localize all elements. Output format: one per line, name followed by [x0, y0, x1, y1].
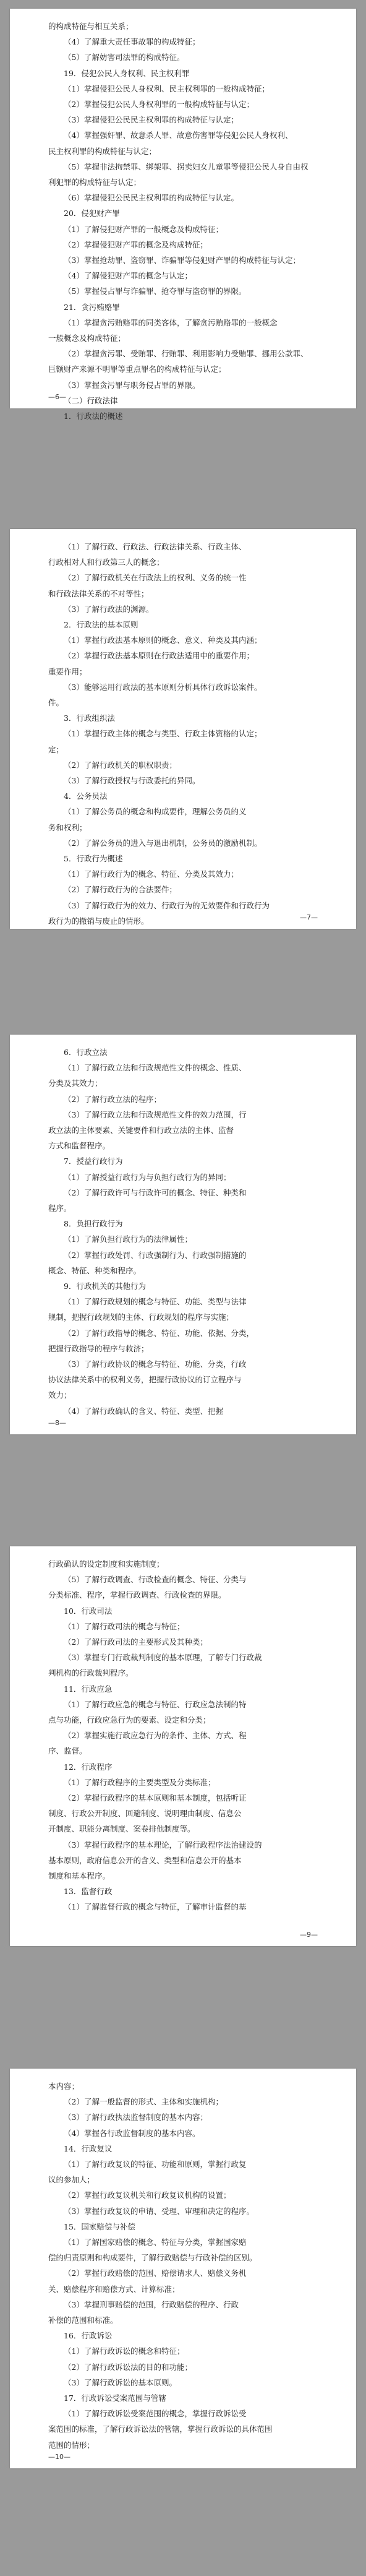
text-line: 协议法律关系中的权利义务，把握行政协议的订立程序与 — [48, 1375, 242, 1385]
text-line: （3）掌握抢劫罪、盗窃罪、诈骗罪等侵犯财产罪的构成特征与认定； — [64, 256, 300, 265]
text-line: 偿的归责原则和构成要件，了解行政赔偿与行政补偿的区别。 — [48, 2253, 257, 2263]
text-line: （5）了解妨害司法罪的构成特征。 — [64, 53, 185, 62]
text-line: （3）掌握行政程序的基本理论，了解行政程序法治建设的 — [64, 1840, 262, 1850]
text-line: （3）了解行政协议的概念与特征、功能、分类，行政 — [64, 1359, 247, 1369]
text-line: 本内容； — [48, 2082, 80, 2091]
text-line: （3）能够运用行政法的基本原则分析具体行政诉讼案件。 — [64, 682, 262, 692]
text-line: （3）了解行政立法和行政规范性文件的效力范围，行 — [64, 1109, 247, 1119]
text-line: （2）了解行政司法的主要形式及其种类； — [64, 1637, 208, 1647]
text-line: （2）掌握行政处罚、行政强制行为、行政强制措施的 — [64, 1250, 247, 1260]
page-number: —6— — [48, 393, 66, 401]
page-number: —7— — [300, 913, 318, 921]
document-page — [10, 2069, 356, 2468]
text-line: （2）掌握行政赔偿的范围、赔偿请求人、赔偿义务机 — [64, 2268, 247, 2278]
text-line: 规制，把握行政规划的主体、行政规划的程序与实施； — [48, 1312, 234, 1322]
text-line: （1）掌握贪污贿赂罪的同类客体，了解贪污贿赂罪的一般概念 — [64, 317, 278, 327]
text-line: （1）了解行政行为的概念、特征、分类及其效力； — [64, 869, 239, 879]
text-line: 11．行政应急 — [64, 1684, 113, 1694]
text-line: 一般概念及构成特征； — [48, 334, 126, 343]
text-line: （1）了解授益行政行为与负担行政行为的异同； — [64, 1172, 231, 1182]
text-line: （3）了解行政执法监督制度的基本内容； — [64, 2113, 208, 2122]
text-line: 13．监督行政 — [64, 1887, 113, 1897]
text-line: （1）了解行政诉讼的概念和特征； — [64, 2346, 185, 2356]
text-line: 序、监督。 — [48, 1746, 87, 1756]
text-line: （1）了解公务员的概念和构成要件，理解公务员的义 — [64, 807, 247, 817]
text-line: 民主权利罪的构成特征与认定； — [48, 146, 157, 156]
text-line: （2）了解行政机关的职权职责； — [64, 760, 177, 770]
text-line: （1）了解行政应急的概念与特征、行政应急法制的特 — [64, 1699, 247, 1709]
text-line: 概念、特征、种类和程序。 — [48, 1265, 142, 1275]
text-line: 把握行政指导的程序与救济； — [48, 1343, 149, 1353]
text-line: 17．行政诉讼受案范围与管辖 — [64, 2393, 166, 2403]
text-line: 的构成特征与相互关系； — [48, 22, 134, 31]
text-line: （2）掌握行政法基本原则在行政法适用中的重要作用； — [64, 651, 254, 661]
text-line: 开制度、职能分离制度、案卷排他制度等。 — [48, 1824, 195, 1834]
text-line: （2）掌握侵犯财产罪的概念及构成特征； — [64, 239, 208, 249]
text-line: 巨额财产来源不明罪等重点罪名的构成特征与认定； — [48, 364, 226, 374]
text-line: （1）掌握行政法基本原则的概念、意义、种类及其内涵； — [64, 635, 262, 645]
text-line: 程序。 — [48, 1204, 72, 1213]
text-line: （3）了解行政诉讼的基本原则。 — [64, 2377, 177, 2387]
text-line: （1）了解监督行政的概念与特征，了解审计监督的基 — [64, 1902, 247, 1912]
text-line: 5．行政行为概述 — [64, 854, 123, 864]
text-line: 制度和基本程序。 — [48, 1871, 111, 1881]
text-line: （4）了解行政确认的含义、特征、类型、把握 — [64, 1406, 223, 1416]
text-line: （4）掌握强奸罪、故意杀人罪、故意伤害罪等侵犯公民人身权利、 — [64, 131, 293, 140]
text-line: （3）了解行政授权与行政委托的异同。 — [64, 776, 200, 786]
text-line: （3）了解行政法的渊源。 — [64, 604, 154, 614]
text-line: 15．国家赔偿与补偿 — [64, 2221, 135, 2231]
text-line: （2）了解公务员的进入与退出机制，公务员的激励机制。 — [64, 838, 262, 848]
text-line: 14．行政复议 — [64, 2143, 113, 2153]
text-line: 9．行政机关的其他行为 — [64, 1282, 146, 1291]
text-line: 关、赔偿程序和赔偿方式、计算标准； — [48, 2284, 180, 2294]
text-line: （二）行政法律 — [64, 395, 118, 405]
text-line: （4）了解侵犯财产罪的概念与认定； — [64, 271, 192, 281]
text-line: 利犯罪的构成特征与认定； — [48, 178, 142, 187]
text-line: 4．公务员法 — [64, 791, 108, 801]
text-line: （2）了解行政立法的程序； — [64, 1094, 161, 1104]
text-line: （1）了解行政程序的主要类型及分类标准； — [64, 1777, 216, 1787]
text-line: 分类及其效力； — [48, 1079, 103, 1088]
text-line: （5）了解行政调查、行政检查的概念、特征、分类与 — [64, 1575, 247, 1585]
text-line: （1）了解国家赔偿的概念、特征与分类，掌握国家赔 — [64, 2238, 247, 2247]
text-line: 范围的情形； — [48, 2440, 95, 2450]
text-line: 补偿的范围和标准。 — [48, 2315, 118, 2325]
text-line: 政立法的主体要素、关键要件和行政立法的主体、监督 — [48, 1126, 234, 1135]
text-line: （2）掌握行政程序的基本原则和基本制度，包括听证 — [64, 1793, 247, 1803]
text-line: 6．行政立法 — [64, 1048, 108, 1057]
text-line: 7．授益行政行为 — [64, 1157, 123, 1166]
text-line: （3）掌握刑事赔偿的范围，行政赔偿的程序、行政 — [64, 2299, 239, 2309]
text-line: （2）了解行政机关在行政法上的权利、义务的统一性 — [64, 573, 247, 583]
text-line: 行政相对人和行政第三人的概念； — [48, 558, 164, 567]
text-line: （2）了解一般监督的形式、主体和实施机构； — [64, 2097, 223, 2107]
text-line: （2）掌握行政复议机关和行政复议机构的设置； — [64, 2190, 231, 2200]
text-line: （1）了解侵犯财产罪的一般概念及构成特征； — [64, 224, 223, 234]
text-line: 基本原则，政府信息公开的含义、类型和信息公开的基本 — [48, 1855, 242, 1865]
text-line: 和行政法律关系的不对等性； — [48, 588, 149, 598]
text-line: 件。 — [48, 698, 64, 708]
text-line: 政行为的撤销与废止的情形。 — [48, 916, 149, 926]
text-line: （1）了解行政立法和行政规范性文件的概念、性质、 — [64, 1063, 247, 1073]
text-line: 判机构的行政裁判程序。 — [48, 1668, 134, 1678]
text-line: 案范围的标准，了解行政诉讼法的管辖，掌握行政诉讼的具体范围 — [48, 2424, 273, 2434]
text-line: 12．行政程序 — [64, 1762, 113, 1772]
text-line: 行政确认的设定制度和实施制度； — [48, 1559, 164, 1569]
text-line: 效力； — [48, 1390, 72, 1400]
text-line: （1）掌握行政主体的概念与类型、行政主体资格的认定； — [64, 729, 262, 739]
text-line: 21．贪污贿赂罪 — [64, 302, 120, 312]
text-line: （1）了解行政诉讼受案范围的概念，掌握行政诉讼受 — [64, 2409, 247, 2419]
text-line: （5）掌握侵占罪与诈骗罪、抢夺罪与盗窃罪的界限。 — [64, 286, 247, 296]
text-line: 定； — [48, 744, 64, 754]
text-line: （6）掌握侵犯公民民主权利罪的构成特征与认定。 — [64, 193, 239, 203]
text-line: （4）掌握各行政监督制度的基本内容。 — [64, 2128, 200, 2138]
document-page — [10, 1546, 356, 1946]
text-line: 制度、行政公开制度、回避制度、说明理由制度、信息公 — [48, 1809, 242, 1819]
text-line: 议的参加人； — [48, 2175, 95, 2185]
document-page — [10, 529, 356, 929]
text-line: （3）掌握侵犯公民民主权利罪的构成特征与认定； — [64, 115, 239, 125]
text-line: （3）掌握专门行政裁判制度的基本原理，了解专门行政裁 — [64, 1653, 262, 1663]
text-line: 务和权利； — [48, 822, 87, 832]
text-line: （2）了解行政指导的概念、特征、功能、依据、分类， — [64, 1328, 254, 1338]
text-line: （2）掌握贪污罪、受贿罪、行贿罪、利用影响力受贿罪、挪用公款罪、 — [64, 349, 309, 359]
text-line: （2）了解行政许可与行政许可的概念、特征、种类和 — [64, 1187, 247, 1197]
text-line: 重要作用； — [48, 666, 87, 676]
text-line: 3．行政组织法 — [64, 713, 115, 723]
text-line: （1）了解行政司法的概念与特征； — [64, 1621, 185, 1631]
text-line: （1）掌握侵犯公民人身权利、民主权利罪的一般构成特征； — [64, 84, 270, 93]
text-line: 分类标准、程序，掌握行政调查、行政检查的界限。 — [48, 1590, 226, 1600]
text-line: （1）了解行政、行政法、行政法律关系、行政主体、 — [64, 542, 247, 551]
text-line: （2）了解行政行为的合法要件； — [64, 885, 177, 895]
text-line: （4）了解重大责任事故罪的构成特征； — [64, 37, 200, 47]
text-line: （2）了解行政诉讼法的目的和功能； — [64, 2362, 192, 2372]
document-page — [10, 9, 356, 421]
text-line: （3）掌握行政复议的申请、受理、审理和决定的程序。 — [64, 2206, 254, 2216]
text-line: 方式和监督程序。 — [48, 1141, 111, 1151]
text-line: 8．负担行政行为 — [64, 1219, 123, 1229]
text-line: （5）掌握非法拘禁罪、绑架罪、拐卖妇女儿童罪等侵犯公民人身自由权 — [64, 162, 309, 171]
document-page — [10, 1035, 356, 1434]
text-line: 16．行政诉讼 — [64, 2331, 113, 2341]
page-number: —9— — [300, 1931, 318, 1939]
text-line: （3）了解行政行为的效力、行政行为的无效要件和行政行为 — [64, 900, 270, 910]
text-line: 10．行政司法 — [64, 1606, 113, 1616]
text-line: 点与功能，行政应急行为的要素、设定和分类； — [48, 1715, 211, 1725]
text-line: 19．侵犯公民人身权利、民主权利罪 — [64, 68, 190, 78]
page-number: —10— — [48, 2453, 70, 2461]
page-number: —8— — [48, 1419, 66, 1427]
text-line: （1）了解负担行政行为的法律属性； — [64, 1234, 192, 1244]
text-line: （3）掌握贪污罪与职务侵占罪的界限。 — [64, 380, 200, 390]
text-line: （2）掌握实施行政应急行为的条件、主体、方式、程 — [64, 1731, 247, 1741]
text-line: （1）了解行政规划的概念与特征、功能、类型与法律 — [64, 1297, 247, 1307]
text-line: 20．侵犯财产罪 — [64, 209, 120, 218]
text-line: 2．行政法的基本原则 — [64, 620, 138, 630]
text-line: （1）了解行政复议的特征、功能和原则，掌握行政复 — [64, 2160, 247, 2169]
text-line: （2）掌握侵犯公民人身权利罪的一般构成特征与认定； — [64, 100, 254, 110]
text-line: 1．行政法的概述 — [64, 411, 123, 421]
